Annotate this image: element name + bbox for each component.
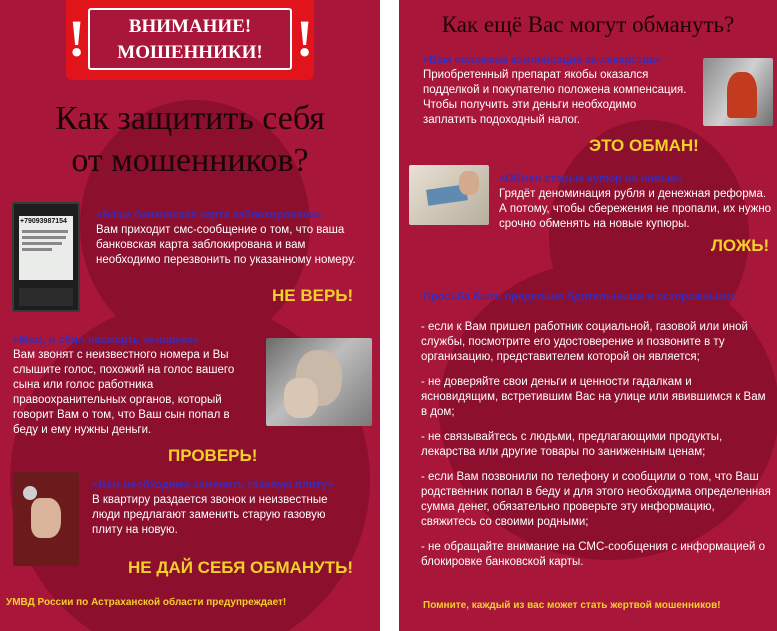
block2-title: «Мам, я сбил насмерть человека» bbox=[13, 334, 200, 346]
right-block1-title: «Вам положена компенсация за лекарства» bbox=[423, 54, 662, 66]
warning-banner-text bbox=[88, 8, 292, 70]
right-block2-alert: ЛОЖЬ! bbox=[711, 236, 770, 255]
headline bbox=[0, 98, 380, 182]
phone-number: +79093987154 bbox=[20, 218, 67, 225]
block3-title: «Вам необходимо заменить газовую плиту» bbox=[92, 479, 334, 491]
block2-text: Вам звонят с неизвестного номера и Вы слышите голос, похожий на голос вашего сына или голос работника правоохранительных органов, который говорит Вам о том, что Ваш сын попал в беду и ему нужны деньги. bbox=[13, 349, 235, 436]
block1-title: «Ваша банковская карта заблокирована» bbox=[96, 209, 322, 221]
right-block1-text: Приобретенный препарат якобы оказался подделкой и покупателю положена компенсация. Чтобы получить эти деньги необходимо заплатить подоходный налог. bbox=[423, 69, 687, 126]
left-footer: УМВД России по Астраханской области предупреждает! bbox=[6, 597, 287, 608]
tip-item: - если к Вам пришел работник социальной, газовой или иной службы, посмотрите его удостоверение и позвоните в ту организацию, представителем которой он является; bbox=[421, 321, 748, 363]
atm-photo bbox=[703, 58, 773, 126]
block1-alert: НЕ ВЕРЬ! bbox=[272, 286, 354, 305]
warning-line2: МОШЕННИКИ! bbox=[117, 42, 263, 63]
right-footer: Помните, каждый из вас может стать жертвой мошенников! bbox=[423, 600, 721, 611]
exclamation-icon: ! bbox=[68, 11, 86, 68]
warning-line1: ВНИМАНИЕ! bbox=[128, 16, 252, 37]
request-heading: Просьба быть предельно бдительными и осторожными: bbox=[423, 291, 737, 303]
tip-item: - не доверяйте свои деньги и ценности гадалкам и ясновидящим, встретившим Вас на улице или явившимся к Вам в дом; bbox=[421, 376, 766, 418]
warning-banner bbox=[66, 0, 314, 80]
block2-alert: ПРОВЕРЬ! bbox=[168, 446, 258, 465]
tip-item: - если Вам позвонили по телефону и сообщили о том, что Ваш родственник попал в беду и для этого необходима определенная сумма денег, обязательно проверьте эту информацию, свяжитесь со своими родными; bbox=[421, 471, 771, 528]
right-headline: Как ещё Вас могут обмануть? bbox=[441, 12, 735, 37]
headline-line2: от мошенников? bbox=[71, 142, 309, 179]
right-block1-alert: ЭТО ОБМАН! bbox=[589, 136, 699, 155]
worried-woman-photo bbox=[266, 338, 372, 426]
block1-text: Вам приходит смс-сообщение о том, что ваша банковская карта заблокирована и вам необходимо перезвонить по указанному номеру. bbox=[96, 224, 356, 266]
block3-alert: НЕ ДАЙ СЕБЯ ОБМАНУТЬ! bbox=[128, 558, 354, 577]
block3-text: В квартиру раздается звонок и неизвестные люди предлагают заменить старую газовую плиту на новую. bbox=[92, 494, 328, 536]
tip-item: - не связывайтесь с людьми, предлагающими продукты, лекарства или другие товары по заниженным ценам; bbox=[421, 431, 723, 458]
tips-list bbox=[421, 320, 771, 570]
doorbell-hand-photo bbox=[13, 472, 79, 566]
phone-sms-photo bbox=[12, 202, 80, 312]
left-leaflet-panel bbox=[0, 0, 380, 631]
tip-item: - не обращайте внимание на СМС-сообщения с информацией о блокировке банковской карты. bbox=[421, 541, 766, 568]
right-block2-title: «Обмен старых купюр на новые» bbox=[499, 173, 683, 185]
exclamation-icon: ! bbox=[296, 11, 314, 68]
right-leaflet-panel bbox=[399, 0, 777, 631]
headline-line1: Как защитить себя bbox=[55, 100, 325, 137]
right-block2-text: Грядёт деноминация рубля и денежная реформа. А потому, чтобы сбережения не пропали, их нужно срочно обменять на новые купюры. bbox=[499, 188, 772, 230]
money-exchange-photo bbox=[409, 165, 489, 225]
